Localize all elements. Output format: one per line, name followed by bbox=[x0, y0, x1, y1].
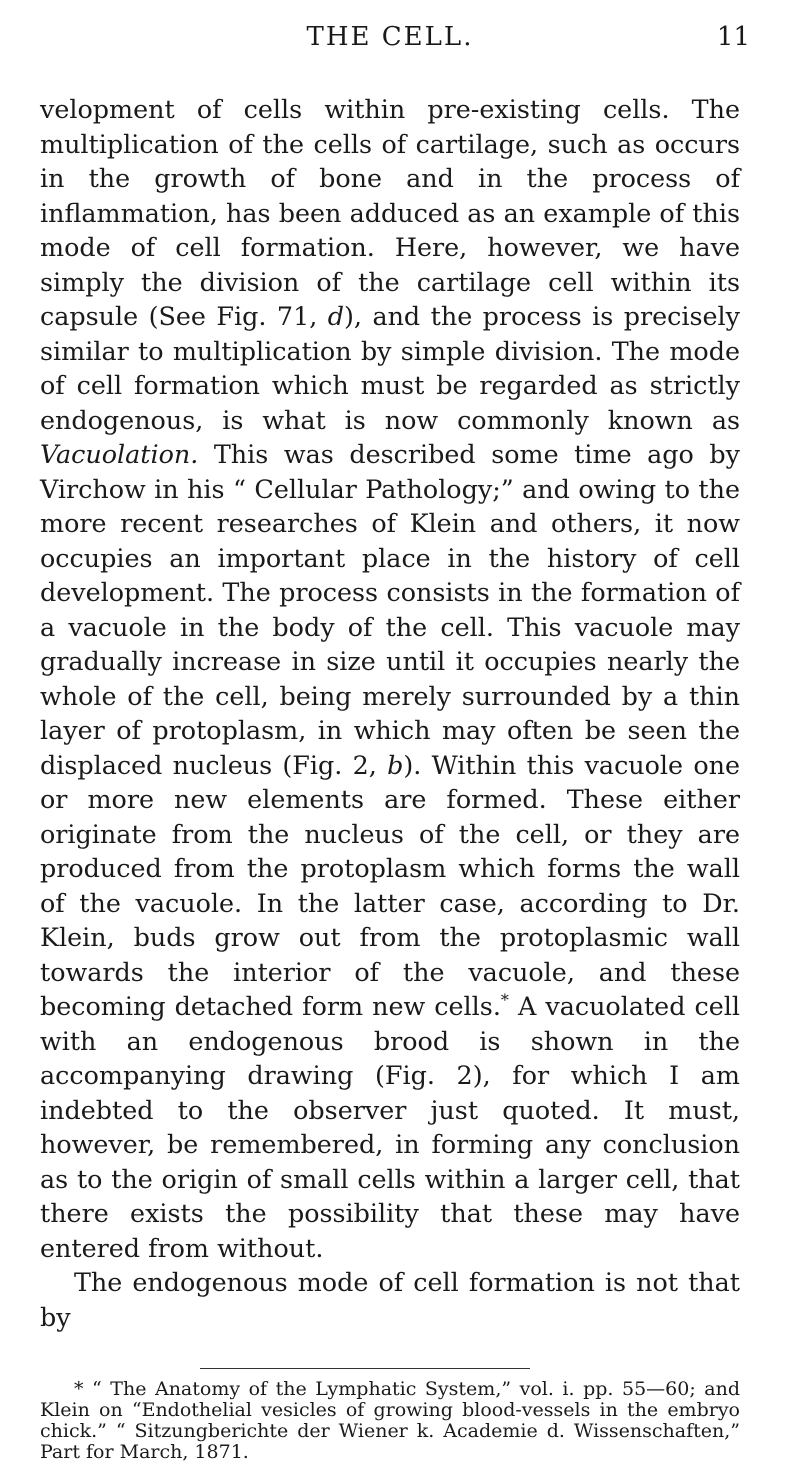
figure-letter: b bbox=[387, 749, 404, 780]
footnote-divider bbox=[200, 1368, 530, 1369]
footnote: * “ The Anatomy of the Lymphatic System,” vol. i. pp. 55—60; and Klein on “Endothelial vesicles of growing blood-vessels in the embryo chick.” “ Sitzungberichte der Wiener k. Academie d. Wissenschaften,” Part for March, 1871. bbox=[40, 1378, 740, 1463]
footnote-marker: * bbox=[500, 990, 509, 1010]
book-page bbox=[40, 0, 750, 1463]
text-run: This was described some time ago by Virchow in his “ Cellular Pathology;” and owing to the more recent researches of Klein and others, it now occupies an important place in the history of cell development. The process consists in the formation of a vacuole in the body of the cell. This vacuole may gradually increase in size until it occupies nearly the whole of the cell, being merely surrounded by a thin layer of protoplasm, in which may often be seen the displaced nucleus (Fig. 2, bbox=[40, 439, 740, 780]
page-header bbox=[40, 0, 750, 70]
body-text bbox=[40, 92, 740, 1334]
text-run: ). Within this vacuole one or more new elements are formed. These either originate from the nucleus of the cell, or they are produced from the protoplasm which forms the wall of the vacuole. In the latter case, according to Dr. Klein, buds grow out from the protoplasmic wall towards the interior of the vacuole, and these becoming detached form new cells. bbox=[40, 749, 740, 1021]
figure-letter: d bbox=[327, 301, 345, 331]
text-run: velopment of cells within pre-existing cells. The multiplication of the cells of cartilage, such as occurs in the growth of bone and in the process of inflammation, has been adduced as an example of this mode of cell formation. Here, however, we have simply the division of the cartilage cell within its capsule (See Fig. 71, bbox=[40, 94, 740, 331]
paragraph-vacuolation bbox=[40, 92, 740, 1265]
paragraph-endogenous: The endogenous mode of cell formation is not that by bbox=[40, 1267, 740, 1332]
term-vacuolation: Vacuolation. bbox=[40, 439, 199, 469]
running-title: THE CELL. bbox=[306, 22, 474, 52]
text-run: A vacuolated cell with an endogenous brood is shown in the accompanying drawing (Fig. 2), for which I am indebted to the observer just quoted. It must, however, be remembered, in forming any conclusion as to the origin of small cells within a larger cell, that there exists the possibility that these may have entered from without. bbox=[40, 991, 740, 1263]
text-run: ), and the process is precisely similar to multiplication by simple division. The mode of cell formation which must be regarded as strictly endogenous, is what is now commonly known as bbox=[40, 301, 740, 435]
page-number: 11 bbox=[716, 22, 750, 52]
